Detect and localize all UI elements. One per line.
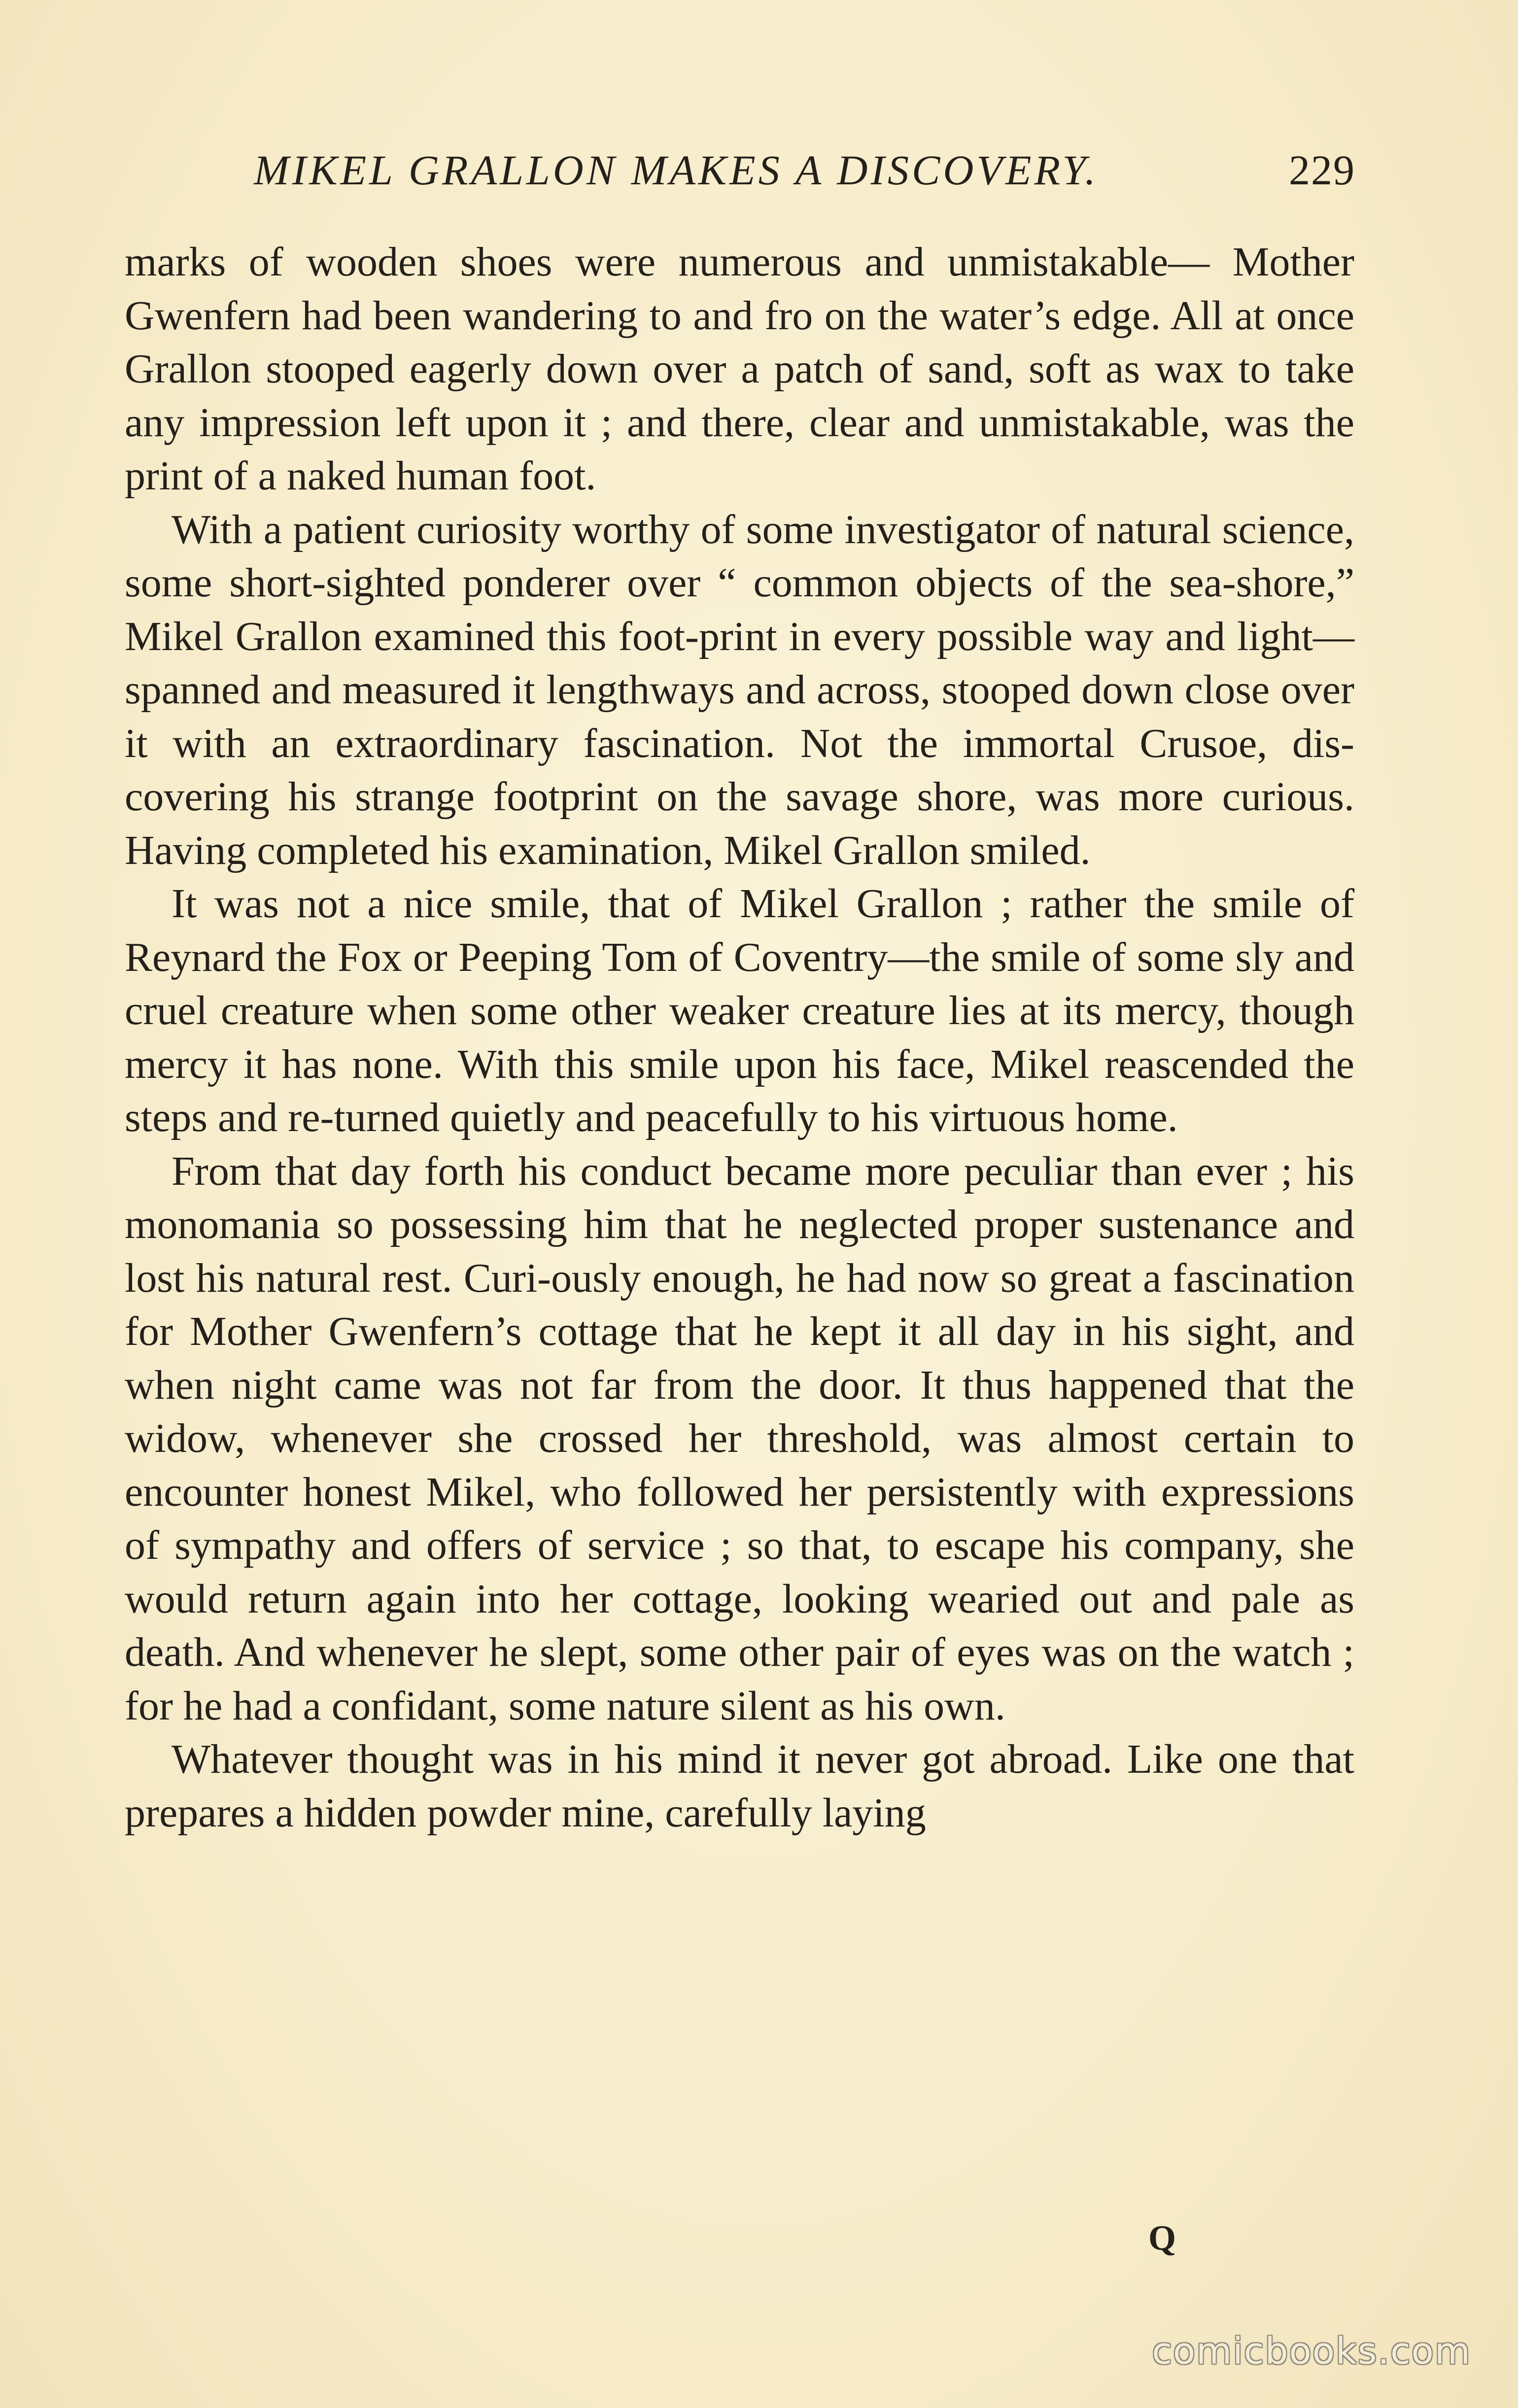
paragraph-4: From that day forth his conduct became more peculiar than ever ; his monomania so possessing him that he neglected proper sustenance and lost his natural rest. Curi-ously enough, he had now so great a fascination for Mother Gwenfern’s cottage that he kept it all day in his sight, and when night came was not far from the door. It thus happened that the widow, whenever she crossed her threshold, was almost certain to encounter honest Mikel, who followed her persistently with expressions of sympathy and offers of service ; so that, to escape his company, she would return again into her cottage, looking wearied out and pale as death. And whenever he slept, some other pair of eyes was on the watch ; for he had a confidant, some nature silent as his own. (125, 1148, 1354, 1729)
page-number: 229 (1289, 146, 1355, 194)
paragraph-3: It was not a nice smile, that of Mikel Grallon ; rather the smile of Reynard the Fox or Peeping Tom of Coventry—the smile of some sly and cruel creature when some other weaker creature lies at its mercy, though mercy it has none. With this smile upon his face, Mikel reascended the steps and re-turned quietly and peacefully to his virtuous home. (125, 881, 1354, 1140)
paragraph-5: Whatever thought was in his mind it never got abroad. Like one that prepares a hidden powder mine, carefully laying (125, 1736, 1354, 1836)
paragraph-1: marks of wooden shoes were numerous and unmistakable— Mother Gwenfern had been wandering to and fro on the water’s edge. All at once Grallon stooped eagerly down over a patch of sand, soft as wax to take any impression left upon it ; and there, clear and unmistakable, was the print of a naked human foot. (125, 239, 1354, 499)
body-text (125, 236, 1354, 1840)
paragraph-2: With a patient curiosity worthy of some investigator of natural science, some short-sighted ponderer over “ common objects of the sea-shore,” Mikel Grallon examined this foot-print in every possible way and light—spanned and measured it lengthways and across, stooped down close over it with an extraordinary fascination. Not the immortal Crusoe, dis-covering his strange footprint on the savage shore, was more curious. Having completed his examination, Mikel Grallon smiled. (125, 506, 1354, 873)
watermark: comicbooks.com (1152, 2330, 1471, 2373)
signature-mark: Q (1148, 2218, 1176, 2258)
running-title: MIKEL GRALLON MAKES A DISCOVERY. (254, 146, 1099, 194)
running-head (123, 145, 1355, 205)
